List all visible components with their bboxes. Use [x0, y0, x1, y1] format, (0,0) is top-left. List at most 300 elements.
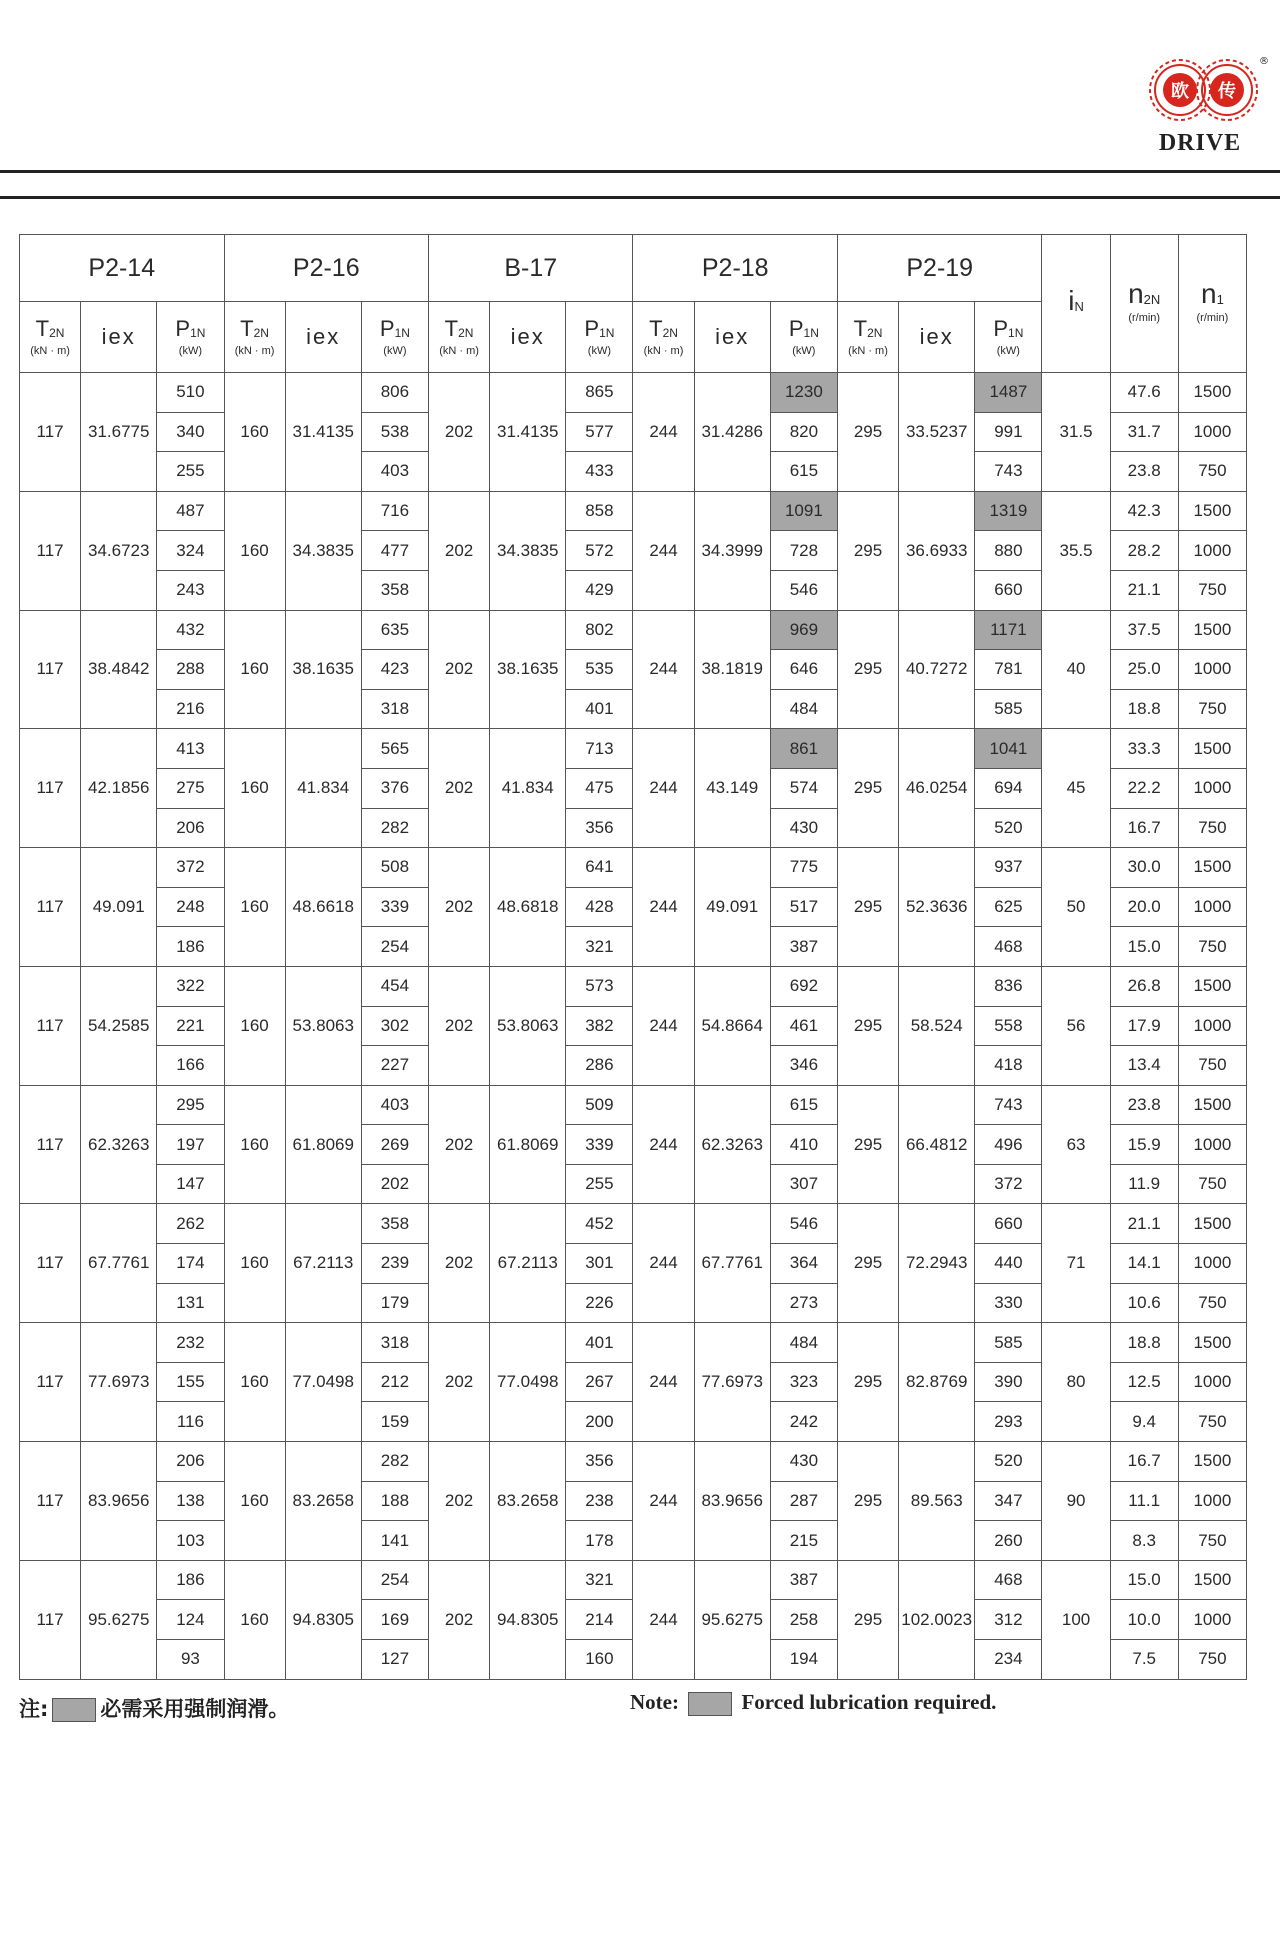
p1n-cell: 423	[361, 650, 428, 690]
p1n-cell: 127	[361, 1640, 428, 1680]
p1n-cell: 713	[566, 729, 633, 769]
p1n-cell: 356	[566, 1442, 633, 1482]
n2n-cell: 12.5	[1110, 1362, 1178, 1402]
p1n-cell: 937	[975, 848, 1042, 888]
header-unit: (kW)	[587, 344, 611, 357]
p1n-cell: 387	[770, 927, 837, 967]
t2n-cell: 117	[20, 848, 81, 967]
in-cell: 90	[1042, 1442, 1110, 1561]
n2n-header	[1110, 235, 1178, 373]
n2n-cell: 17.9	[1110, 1006, 1178, 1046]
p1n-cell: 454	[361, 966, 428, 1006]
n1-cell: 750	[1178, 1521, 1246, 1561]
iex-cell: 43.149	[694, 729, 770, 848]
p1n-cell: 364	[770, 1244, 837, 1284]
p1n-cell: 573	[566, 966, 633, 1006]
p1n-cell: 301	[566, 1244, 633, 1284]
p1n-cell: 93	[157, 1640, 224, 1680]
iex-cell: 94.8305	[285, 1560, 361, 1679]
iex-cell: 83.9656	[694, 1442, 770, 1561]
p1n-cell: 356	[566, 808, 633, 848]
p1n-cell: 861	[770, 729, 837, 769]
iex-header: iex	[694, 302, 770, 373]
header-symbol-sub: 2N	[662, 325, 678, 340]
n1-cell: 1000	[1178, 1125, 1246, 1165]
header-unit: (kN · m)	[439, 344, 479, 357]
n1-cell: 1000	[1178, 650, 1246, 690]
iex-cell: 41.834	[285, 729, 361, 848]
p1n-cell: 295	[157, 1085, 224, 1125]
n1-cell: 1500	[1178, 491, 1246, 531]
t2n-cell: 244	[633, 610, 694, 729]
t2n-cell: 244	[633, 729, 694, 848]
t2n-cell: 295	[837, 1085, 898, 1204]
iex-cell: 38.1635	[285, 610, 361, 729]
header-symbol-sub: 2N	[458, 325, 474, 340]
t2n-cell: 160	[224, 373, 285, 492]
header-symbol-sub: N	[1074, 299, 1084, 314]
iex-cell: 67.2113	[490, 1204, 566, 1323]
p1n-cell: 302	[361, 1006, 428, 1046]
iex-cell: 33.5237	[899, 373, 975, 492]
header-symbol	[1042, 285, 1109, 317]
iex-cell: 83.2658	[490, 1442, 566, 1561]
p1n-cell: 585	[975, 1323, 1042, 1363]
p1n-cell: 194	[770, 1640, 837, 1680]
p1n-cell: 166	[157, 1046, 224, 1086]
t2n-cell: 202	[429, 610, 490, 729]
n2n-cell: 7.5	[1110, 1640, 1178, 1680]
iex-cell: 77.0498	[490, 1323, 566, 1442]
n1-cell: 1000	[1178, 1600, 1246, 1640]
p1n-cell: 293	[975, 1402, 1042, 1442]
n2n-cell: 28.2	[1110, 531, 1178, 571]
p1n-cell: 242	[770, 1402, 837, 1442]
header-symbol-base: T	[35, 315, 50, 341]
header-symbol	[1111, 278, 1178, 310]
header-symbol-sub: 1N	[1008, 325, 1024, 340]
note-cn-prefix: 注:	[19, 1697, 49, 1721]
p1n-cell: 287	[770, 1481, 837, 1521]
n1-cell: 1000	[1178, 531, 1246, 571]
p1n-cell: 159	[361, 1402, 428, 1442]
t2n-cell: 202	[429, 373, 490, 492]
p1n-cell: 413	[157, 729, 224, 769]
t2n-cell: 244	[633, 491, 694, 610]
t2n-cell: 295	[837, 373, 898, 492]
t2n-cell: 202	[429, 1085, 490, 1204]
n2n-cell: 23.8	[1110, 452, 1178, 492]
table-row	[20, 729, 1247, 769]
iex-cell: 66.4812	[899, 1085, 975, 1204]
iex-cell: 83.9656	[81, 1442, 157, 1561]
n2n-cell: 11.1	[1110, 1481, 1178, 1521]
p1n-cell: 275	[157, 768, 224, 808]
p1n-cell: 1041	[975, 729, 1042, 769]
p1n-cell: 574	[770, 768, 837, 808]
t2n-cell: 160	[224, 848, 285, 967]
p1n-cell: 255	[566, 1164, 633, 1204]
iex-header: iex	[81, 302, 157, 373]
iex-cell: 34.3835	[285, 491, 361, 610]
iex-header: iex	[490, 302, 566, 373]
iex-cell: 53.8063	[490, 966, 566, 1085]
n1-cell: 750	[1178, 452, 1246, 492]
t2n-cell: 117	[20, 610, 81, 729]
n2n-cell: 21.1	[1110, 1204, 1178, 1244]
header-symbol-base: P	[175, 315, 191, 341]
p1n-cell: 572	[566, 531, 633, 571]
p1n-cell: 535	[566, 650, 633, 690]
n2n-cell: 15.0	[1110, 927, 1178, 967]
p1n-cell: 124	[157, 1600, 224, 1640]
t2n-cell: 160	[224, 1560, 285, 1679]
p1n-header	[770, 302, 837, 373]
p1n-cell: 468	[975, 1560, 1042, 1600]
registered-mark: ®	[1259, 56, 1269, 67]
table-row	[20, 1085, 1247, 1125]
p1n-cell: 262	[157, 1204, 224, 1244]
t2n-cell: 117	[20, 1204, 81, 1323]
p1n-cell: 440	[975, 1244, 1042, 1284]
p1n-header	[975, 302, 1042, 373]
header-symbol	[157, 315, 223, 343]
t2n-cell: 117	[20, 373, 81, 492]
p1n-cell: 432	[157, 610, 224, 650]
iex-cell: 54.8664	[694, 966, 770, 1085]
header-symbol-sub: 2N	[253, 325, 269, 340]
iex-cell: 36.6933	[899, 491, 975, 610]
n1-cell: 1000	[1178, 1481, 1246, 1521]
t2n-cell: 117	[20, 729, 81, 848]
p1n-cell: 226	[566, 1283, 633, 1323]
t2n-cell: 244	[633, 373, 694, 492]
p1n-cell: 339	[566, 1125, 633, 1165]
p1n-cell: 802	[566, 610, 633, 650]
logo-glyph-left: 欧	[1171, 81, 1189, 102]
t2n-header	[633, 302, 694, 373]
p1n-cell: 206	[157, 808, 224, 848]
iex-cell: 48.6618	[285, 848, 361, 967]
n1-cell: 750	[1178, 1402, 1246, 1442]
t2n-cell: 244	[633, 1204, 694, 1323]
n2n-cell: 16.7	[1110, 1442, 1178, 1482]
n1-cell: 1000	[1178, 768, 1246, 808]
p1n-cell: 186	[157, 1560, 224, 1600]
gear-logo-icon	[1135, 52, 1269, 132]
in-cell: 45	[1042, 729, 1110, 848]
p1n-cell: 401	[566, 1323, 633, 1363]
p1n-cell: 387	[770, 1560, 837, 1600]
brand-logo	[1135, 52, 1269, 162]
iex-cell: 40.7272	[899, 610, 975, 729]
p1n-cell: 321	[566, 1560, 633, 1600]
p1n-cell: 1319	[975, 491, 1042, 531]
p1n-cell: 238	[566, 1481, 633, 1521]
table-row	[20, 373, 1247, 413]
p1n-cell: 243	[157, 570, 224, 610]
p1n-cell: 372	[157, 848, 224, 888]
n1-header	[1178, 235, 1246, 373]
p1n-cell: 558	[975, 1006, 1042, 1046]
t2n-cell: 295	[837, 491, 898, 610]
p1n-cell: 147	[157, 1164, 224, 1204]
iex-cell: 95.6275	[694, 1560, 770, 1679]
p1n-cell: 452	[566, 1204, 633, 1244]
p1n-cell: 267	[566, 1362, 633, 1402]
t2n-cell: 202	[429, 1323, 490, 1442]
table-row	[20, 1323, 1247, 1363]
p1n-cell: 694	[975, 768, 1042, 808]
iex-cell: 34.3835	[490, 491, 566, 610]
header-symbol-sub: 2N	[867, 325, 883, 340]
p1n-cell: 221	[157, 1006, 224, 1046]
p1n-cell: 215	[770, 1521, 837, 1561]
t2n-cell: 117	[20, 1560, 81, 1679]
header-symbol	[429, 315, 489, 343]
n2n-cell: 16.7	[1110, 808, 1178, 848]
iex-cell: 77.6973	[81, 1323, 157, 1442]
t2n-cell: 160	[224, 1323, 285, 1442]
p1n-cell: 487	[157, 491, 224, 531]
note-chinese	[19, 1693, 289, 1723]
p1n-cell: 216	[157, 689, 224, 729]
p1n-cell: 496	[975, 1125, 1042, 1165]
n2n-cell: 23.8	[1110, 1085, 1178, 1125]
p1n-cell: 188	[361, 1481, 428, 1521]
p1n-cell: 546	[770, 570, 837, 610]
n2n-cell: 15.9	[1110, 1125, 1178, 1165]
in-cell: 50	[1042, 848, 1110, 967]
iex-cell: 72.2943	[899, 1204, 975, 1323]
p1n-cell: 197	[157, 1125, 224, 1165]
iex-cell: 38.1635	[490, 610, 566, 729]
p1n-cell: 169	[361, 1600, 428, 1640]
header-unit: (kN · m)	[30, 344, 70, 357]
p1n-cell: 1487	[975, 373, 1042, 413]
t2n-cell: 202	[429, 848, 490, 967]
n2n-cell: 21.1	[1110, 570, 1178, 610]
table-row	[20, 848, 1247, 888]
t2n-cell: 202	[429, 729, 490, 848]
n1-cell: 1500	[1178, 373, 1246, 413]
p1n-cell: 138	[157, 1481, 224, 1521]
n1-cell: 1000	[1178, 412, 1246, 452]
p1n-cell: 565	[361, 729, 428, 769]
p1n-cell: 234	[975, 1640, 1042, 1680]
n2n-cell: 14.1	[1110, 1244, 1178, 1284]
table-row	[20, 1560, 1247, 1600]
n2n-cell: 47.6	[1110, 373, 1178, 413]
note-en-prefix: Note:	[630, 1690, 679, 1714]
p1n-cell: 248	[157, 887, 224, 927]
t2n-cell: 117	[20, 966, 81, 1085]
p1n-cell: 390	[975, 1362, 1042, 1402]
p1n-cell: 178	[566, 1521, 633, 1561]
group-header: P2-19	[837, 235, 1042, 302]
p1n-cell: 1091	[770, 491, 837, 531]
p1n-cell: 202	[361, 1164, 428, 1204]
iex-cell: 38.1819	[694, 610, 770, 729]
iex-cell: 102.0023	[899, 1560, 975, 1679]
header-symbol	[838, 315, 898, 343]
p1n-cell: 429	[566, 570, 633, 610]
n1-cell: 1000	[1178, 887, 1246, 927]
p1n-cell: 836	[975, 966, 1042, 1006]
p1n-cell: 401	[566, 689, 633, 729]
header-symbol	[975, 315, 1041, 343]
p1n-cell: 865	[566, 373, 633, 413]
logo-glyph-right: 传	[1218, 81, 1236, 102]
p1n-cell: 1171	[975, 610, 1042, 650]
n1-cell: 1000	[1178, 1362, 1246, 1402]
p1n-cell: 382	[566, 1006, 633, 1046]
p1n-cell: 155	[157, 1362, 224, 1402]
n2n-cell: 10.0	[1110, 1600, 1178, 1640]
in-cell: 71	[1042, 1204, 1110, 1323]
n1-cell: 750	[1178, 570, 1246, 610]
header-symbol	[1179, 278, 1246, 310]
header-symbol-sub: 1N	[599, 325, 615, 340]
p1n-cell: 615	[770, 1085, 837, 1125]
p1n-cell: 103	[157, 1521, 224, 1561]
p1n-cell: 318	[361, 689, 428, 729]
n2n-cell: 11.9	[1110, 1164, 1178, 1204]
n2n-cell: 25.0	[1110, 650, 1178, 690]
iex-cell: 31.4135	[285, 373, 361, 492]
p1n-cell: 625	[975, 887, 1042, 927]
t2n-cell: 117	[20, 1442, 81, 1561]
n1-cell: 1500	[1178, 1204, 1246, 1244]
header-symbol-base: n	[1128, 278, 1144, 309]
header-unit: (kW)	[383, 344, 407, 357]
p1n-header	[361, 302, 428, 373]
n1-cell: 750	[1178, 927, 1246, 967]
n1-cell: 1500	[1178, 1085, 1246, 1125]
p1n-cell: 428	[566, 887, 633, 927]
n2n-cell: 26.8	[1110, 966, 1178, 1006]
p1n-cell: 775	[770, 848, 837, 888]
t2n-cell: 160	[224, 1085, 285, 1204]
iex-cell: 95.6275	[81, 1560, 157, 1679]
header-unit: (kN · m)	[643, 344, 684, 357]
t2n-cell: 117	[20, 1085, 81, 1204]
in-cell: 31.5	[1042, 373, 1110, 492]
t2n-cell: 117	[20, 1323, 81, 1442]
n1-cell: 1500	[1178, 848, 1246, 888]
p1n-cell: 376	[361, 768, 428, 808]
header-symbol-base: P	[379, 315, 395, 341]
header-symbol-base: P	[788, 315, 804, 341]
p1n-cell: 323	[770, 1362, 837, 1402]
n1-cell: 1500	[1178, 1560, 1246, 1600]
p1n-cell: 312	[975, 1600, 1042, 1640]
iex-header: iex	[899, 302, 975, 373]
header-symbol	[771, 315, 837, 343]
p1n-cell: 475	[566, 768, 633, 808]
t2n-cell: 160	[224, 729, 285, 848]
p1n-cell: 660	[975, 1204, 1042, 1244]
p1n-cell: 743	[975, 1085, 1042, 1125]
header-symbol-base: P	[584, 315, 600, 341]
n1-cell: 750	[1178, 1164, 1246, 1204]
p1n-cell: 538	[361, 412, 428, 452]
iex-cell: 52.3636	[899, 848, 975, 967]
header-unit: (kN · m)	[848, 344, 888, 357]
t2n-cell: 160	[224, 1204, 285, 1323]
n1-cell: 1500	[1178, 610, 1246, 650]
t2n-cell: 244	[633, 966, 694, 1085]
t2n-cell: 295	[837, 1204, 898, 1323]
p1n-header	[566, 302, 633, 373]
p1n-cell: 116	[157, 1402, 224, 1442]
iex-cell: 67.7761	[81, 1204, 157, 1323]
p1n-cell: 430	[770, 1442, 837, 1482]
p1n-cell: 206	[157, 1442, 224, 1482]
p1n-cell: 339	[361, 887, 428, 927]
p1n-cell: 340	[157, 412, 224, 452]
header-symbol	[633, 315, 693, 343]
header-unit: (kN · m)	[234, 344, 275, 357]
iex-cell: 89.563	[899, 1442, 975, 1561]
brand-name: DRIVE	[1158, 130, 1242, 156]
p1n-cell: 430	[770, 808, 837, 848]
p1n-cell: 174	[157, 1244, 224, 1284]
t2n-header	[429, 302, 490, 373]
p1n-cell: 820	[770, 412, 837, 452]
iex-cell: 31.6775	[81, 373, 157, 492]
iex-cell: 77.6973	[694, 1323, 770, 1442]
iex-cell: 49.091	[81, 848, 157, 967]
n1-cell: 1500	[1178, 1323, 1246, 1363]
p1n-cell: 635	[361, 610, 428, 650]
n2n-cell: 9.4	[1110, 1402, 1178, 1442]
n1-cell: 750	[1178, 1283, 1246, 1323]
iex-cell: 48.6818	[490, 848, 566, 967]
p1n-cell: 858	[566, 491, 633, 531]
iex-cell: 67.7761	[694, 1204, 770, 1323]
t2n-cell: 160	[224, 966, 285, 1085]
table-row	[20, 491, 1247, 531]
p1n-cell: 358	[361, 1204, 428, 1244]
p1n-cell: 232	[157, 1323, 224, 1363]
note-en-swatch	[688, 1692, 732, 1716]
p1n-cell: 141	[361, 1521, 428, 1561]
note-english	[630, 1690, 996, 1716]
group-header: P2-14	[20, 235, 225, 302]
p1n-cell: 318	[361, 1323, 428, 1363]
p1n-cell: 200	[566, 1402, 633, 1442]
table-row	[20, 610, 1247, 650]
n2n-cell: 8.3	[1110, 1521, 1178, 1561]
p1n-cell: 484	[770, 1323, 837, 1363]
iex-cell: 83.2658	[285, 1442, 361, 1561]
p1n-cell: 179	[361, 1283, 428, 1323]
p1n-cell: 641	[566, 848, 633, 888]
iex-cell: 34.3999	[694, 491, 770, 610]
t2n-cell: 202	[429, 966, 490, 1085]
t2n-cell: 160	[224, 1442, 285, 1561]
n2n-cell: 22.2	[1110, 768, 1178, 808]
t2n-header	[224, 302, 285, 373]
p1n-cell: 282	[361, 1442, 428, 1482]
p1n-cell: 508	[361, 848, 428, 888]
n2n-cell: 42.3	[1110, 491, 1178, 531]
p1n-cell: 660	[975, 570, 1042, 610]
t2n-cell: 295	[837, 610, 898, 729]
n1-cell: 1000	[1178, 1006, 1246, 1046]
iex-cell: 53.8063	[285, 966, 361, 1085]
